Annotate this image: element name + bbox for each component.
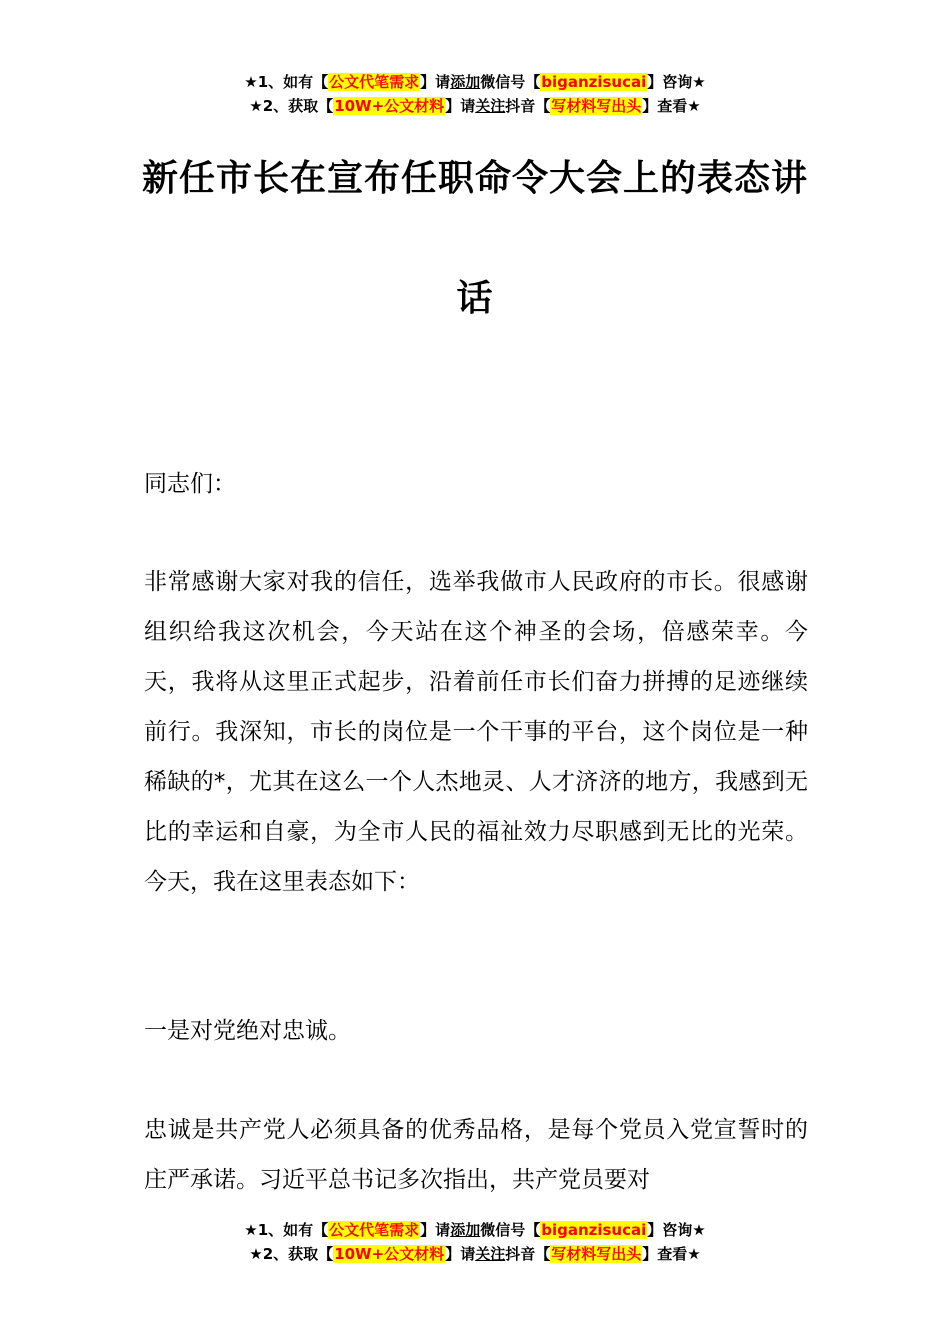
promo-highlight: 公文代笔需求 bbox=[329, 73, 420, 91]
body-paragraph: 忠诚是共产党人必须具备的优秀品格，是每个党员入党宣誓时的庄严承诺。习近平总书记多次指出，共产党员要对 bbox=[144, 1117, 808, 1193]
body-paragraph: 非常感谢大家对我的信任，选举我做市人民政府的市长。很感谢组织给我这次机会，今天站在这个神圣的会场，倍感荣幸。今天，我将从这里正式起步，沿着前任市长们奋力拼搏的足迹继续前行。我深知，市长的岗位是一个干事的平台，这个岗位是一种稀缺的*，尤其在这么一个人杰地灵、人才济济的地方，我感到无比的幸运和自豪，为全市人民的福祉效力尽职感到无比的光荣。今天，我在这里表态如下： bbox=[144, 569, 808, 895]
promo-line-1: ★1、如有【公文代笔需求】请添加微信号【biganzisucai】咨询★ bbox=[244, 73, 706, 91]
promo-highlight: 10W+公文材料 bbox=[334, 97, 445, 115]
promo-highlight: biganzisucai bbox=[541, 73, 647, 91]
footer-promo-banner bbox=[0, 1218, 950, 1266]
promo-highlight: 10W+公文材料 bbox=[334, 1245, 445, 1263]
promo-highlight: 写材料写出头 bbox=[551, 1245, 642, 1263]
section-heading: 一是对党绝对忠诚。 bbox=[144, 1018, 351, 1044]
promo-line-1: ★1、如有【公文代笔需求】请添加微信号【biganzisucai】咨询★ bbox=[244, 1221, 706, 1239]
promo-line-2: ★2、获取【10W+公文材料】请关注抖音【写材料写出头】查看★ bbox=[249, 97, 701, 115]
promo-highlight: biganzisucai bbox=[541, 1221, 647, 1239]
promo-highlight: 公文代笔需求 bbox=[329, 1221, 420, 1239]
promo-line-2: ★2、获取【10W+公文材料】请关注抖音【写材料写出头】查看★ bbox=[249, 1245, 701, 1263]
header-promo-banner bbox=[0, 70, 950, 118]
promo-highlight: 写材料写出头 bbox=[551, 97, 642, 115]
greeting: 同志们： bbox=[144, 471, 236, 497]
document-title-line-2: 话 bbox=[456, 278, 494, 319]
document-title-line-1: 新任市长在宣布任职命令大会上的表态讲 bbox=[141, 158, 808, 199]
